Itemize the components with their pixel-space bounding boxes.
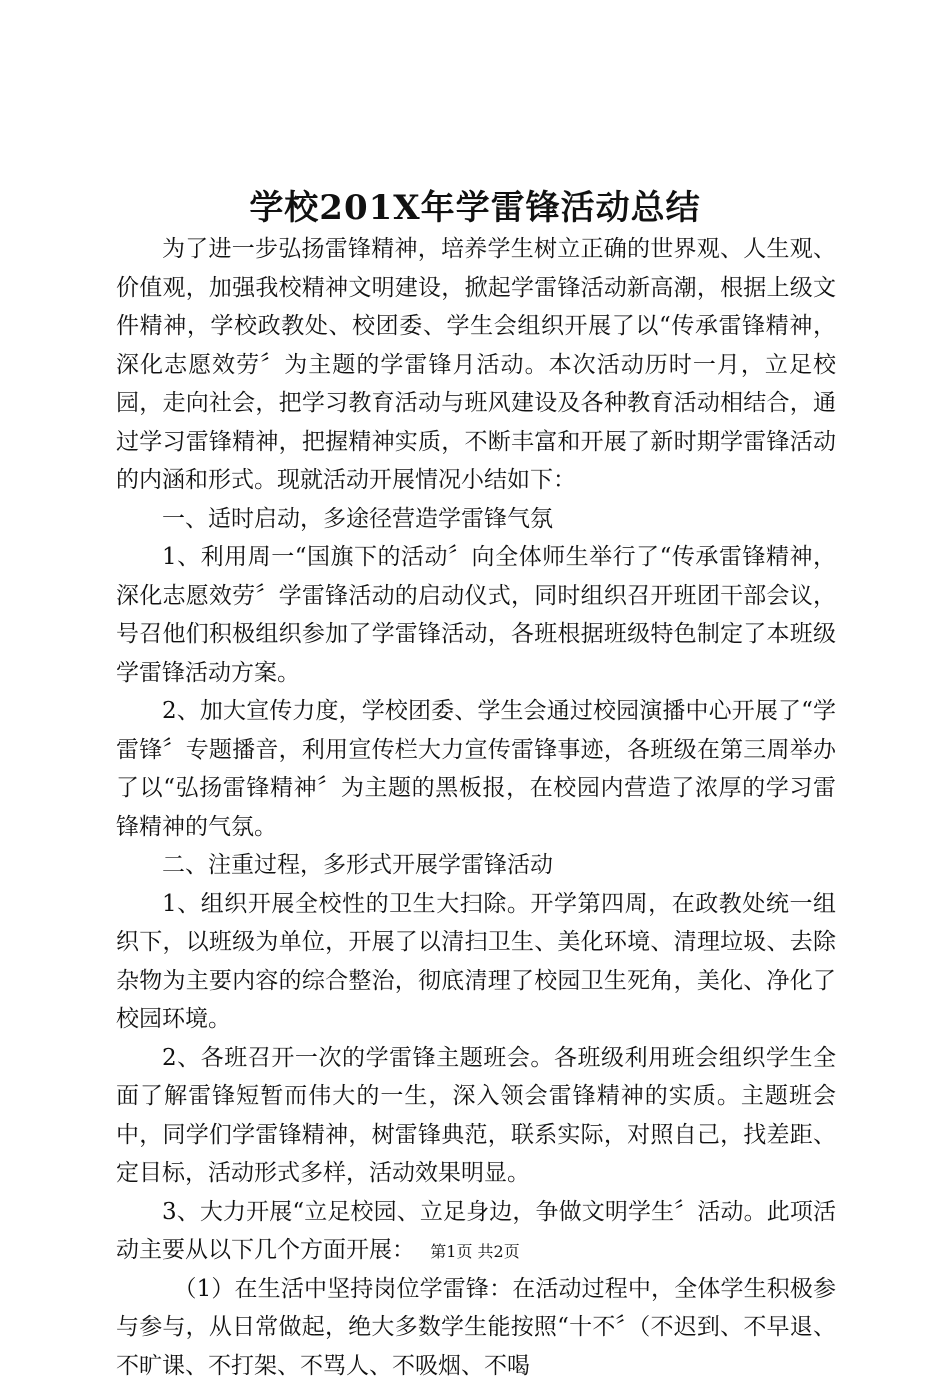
paragraph-2-3-1: （1）在生活中坚持岗位学雷锋：在活动过程中，全体学生积极参与参与，从日常做起，绝大多数学生能按照“十不〞（不迟到、不早退、不旷课、不打架、不骂人、不吸烟、不喝 — [116, 1270, 836, 1385]
section-heading-1: 一、适时启动，多途径营造学雷锋气氛 — [116, 500, 836, 539]
paragraph-2-1: 1、组织开展全校性的卫生大扫除。开学第四周，在政教处统一组织下，以班级为单位，开展了以清扫卫生、美化环境、清理垃圾、去除杂物为主要内容的综合整治，彻底清理了校园卫生死角，美化、净化了校园环境。 — [116, 885, 836, 1039]
paragraph-2-3: 3、大力开展“立足校园、立足身边，争做文明学生〞活动。此项活动主要从以下几个方面开展： — [116, 1193, 836, 1270]
document-title: 学校201X年学雷锋活动总结 — [0, 184, 950, 232]
page-footer: 第1页 共2页 — [0, 1240, 950, 1264]
paragraph-intro: 为了进一步弘扬雷锋精神，培养学生树立正确的世界观、人生观、价值观，加强我校精神文明建设，掀起学雷锋活动新高潮，根据上级文件精神，学校政教处、校团委、学生会组织开展了以“传承雷锋精神，深化志愿效劳〞为主题的学雷锋月活动。本次活动历时一月，立足校园，走向社会，把学习教育活动与班风建设及各种教育活动相结合，通过学习雷锋精神，把握精神实质，不断丰富和开展了新时期学雷锋活动的内涵和形式。现就活动开展情况小结如下： — [116, 230, 836, 500]
paragraph-1-2: 2、加大宣传力度，学校团委、学生会通过校园演播中心开展了“学雷锋〞专题播音，利用宣传栏大力宣传雷锋事迹，各班级在第三周举办了以“弘扬雷锋精神〞为主题的黑板报，在校园内营造了浓厚的学习雷锋精神的气氛。 — [116, 692, 836, 846]
paragraph-2-2: 2、各班召开一次的学雷锋主题班会。各班级利用班会组织学生全面了解雷锋短暂而伟大的一生，深入领会雷锋精神的实质。主题班会中，同学们学雷锋精神，树雷锋典范，联系实际，对照自己，找差距、定目标，活动形式多样，活动效果明显。 — [116, 1039, 836, 1193]
document-body — [116, 230, 836, 1385]
section-heading-2: 二、注重过程，多形式开展学雷锋活动 — [116, 846, 836, 885]
paragraph-1-1: 1、利用周一“国旗下的活动〞向全体师生举行了“传承雷锋精神，深化志愿效劳〞学雷锋活动的启动仪式，同时组织召开班团干部会议，号召他们积极组织参加了学雷锋活动，各班根据班级特色制定了本班级学雷锋活动方案。 — [116, 538, 836, 692]
